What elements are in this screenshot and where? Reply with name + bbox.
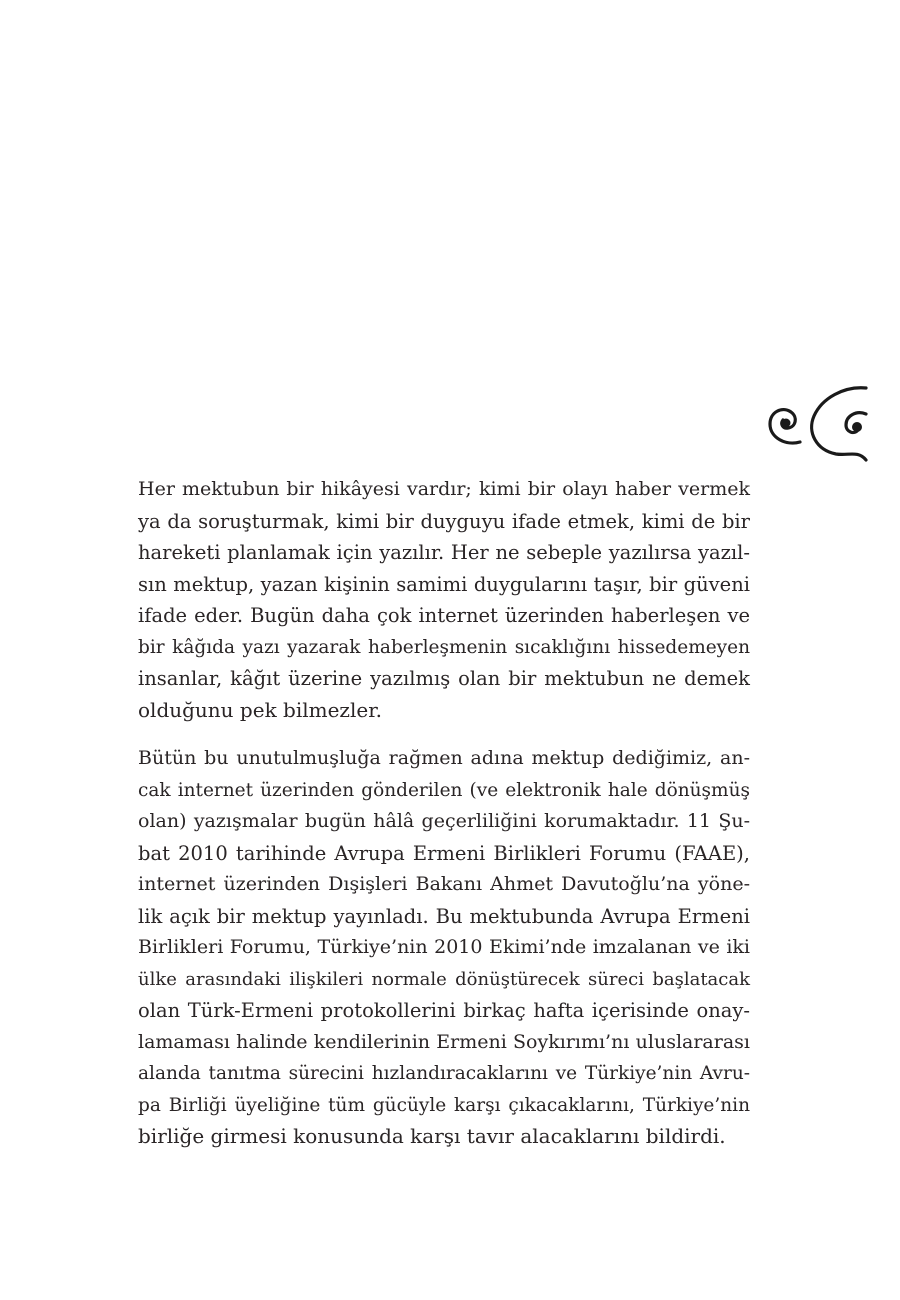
text-line: lik açık bir mektup yayınladı. Bu mektubunda Avrupa Ermeni [138, 904, 750, 928]
text-line: ifade eder. Bugün daha çok internet üzerinden haberleşen ve [138, 604, 750, 627]
text-line: birliğe girmesi konusunda karşı tavır alacaklarını bildirdi. [138, 1124, 726, 1148]
text-line: alanda tanıtma sürecini hızlandıracaklarını ve Türkiye’nin Avru- [138, 1063, 750, 1084]
body-text [138, 474, 750, 1153]
text-line: insanlar, kâğıt üzerine yazılmış olan bir mektubun ne demek [138, 667, 750, 690]
paragraph-2 [138, 743, 750, 1153]
text-line: olan Türk-Ermeni protokollerini birkaç hafta içerisinde onay- [138, 999, 750, 1022]
text-line: pa Birliği üyeliğine tüm gücüyle karşı çıkacaklarını, Türkiye’nin [138, 1094, 750, 1116]
text-line: bat 2010 tarihinde Avrupa Ermeni Birlikleri Forumu (FAAE), [138, 841, 750, 865]
text-line: ya da soruşturmak, kimi bir duyguyu ifade etmek, kimi de bir [138, 509, 750, 533]
text-line: cak internet üzerinden gönderilen (ve elektronik hale dönüşmüş [138, 779, 750, 801]
text-line: olan) yazışmalar bugün hâlâ geçerliliğini korumaktadır. 11 Şu- [138, 810, 750, 832]
swirl-ornament-icon [762, 384, 872, 466]
text-line: sın mektup, yazan kişinin samimi duygularını taşır, bir güveni [138, 572, 750, 596]
text-line: ülke arasındaki ilişkileri normale dönüştürecek süreci başlatacak [138, 968, 750, 990]
text-line: Bütün bu unutulmuşluğa rağmen adına mektup dediğimiz, an- [138, 747, 750, 769]
text-line: lamaması halinde kendilerinin Ermeni Soykırımı’nı uluslararası [138, 1030, 750, 1053]
text-line: bir kâğıda yazı yazarak haberleşmenin sıcaklığını hissedemeyen [138, 636, 750, 658]
text-line: olduğunu pek bilmezler. [138, 697, 382, 722]
text-line: internet üzerinden Dışişleri Bakanı Ahmet Davutoğlu’na yöne- [138, 873, 750, 895]
text-line: Her mektubun bir hikâyesi vardır; kimi bir olayı haber vermek [138, 478, 750, 500]
text-line: hareketi planlamak için yazılır. Her ne sebeple yazılırsa yazıl- [138, 541, 750, 564]
paragraph-1 [138, 474, 750, 726]
text-line: Birlikleri Forumu, Türkiye’nin 2010 Ekimi’nde imzalanan ve iki [138, 936, 750, 958]
